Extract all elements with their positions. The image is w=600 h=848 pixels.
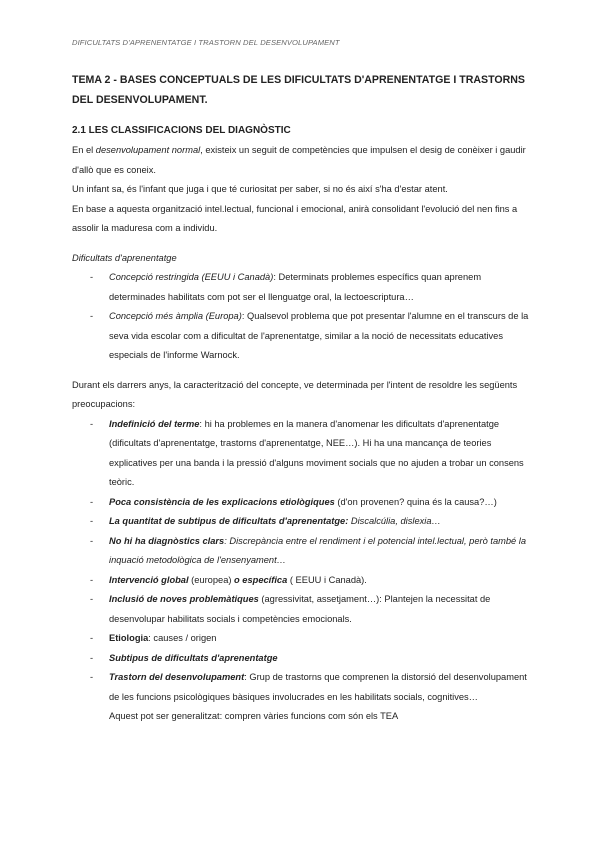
concern-text: : hi ha problemes en la manera d'anomenar les dificultats d'aprenentatge (dificultats d'aprenentatge, trastorns d'aprenentatge, NEE…). Hi ha una mancança de teories explicatives per una banda i la pressió d'alguns moviment socials que no ajuden a trobar un consens teòric. — [109, 418, 524, 487]
concern-text: (agressivitat, assetjament…): Plantejen la necessitat de desenvolupar habilitats socials i competències emocionals. — [109, 594, 491, 624]
concern-text: (europea) — [188, 574, 235, 585]
list-item — [72, 512, 532, 532]
list-item — [72, 571, 532, 591]
concern-note: Aquest pot ser generalitzat: compren vàries funcions com són els TEA — [109, 711, 399, 721]
intro-paragraph-2: Un infant sa, és l'infant que juga i que té curiositat per saber, si no és així s'ha d'estar atent. — [72, 184, 448, 194]
list-item — [72, 493, 532, 513]
concern-term: No hi ha diagnòstics clars — [109, 535, 225, 546]
concern-text: : causes / origen — [148, 633, 217, 643]
concern-term: La quantitat de subtipus de dificultats d'aprenentatge: — [109, 516, 349, 526]
section-heading: 2.1 LES CLASSIFICACIONS DEL DIAGNÒSTIC — [72, 125, 291, 136]
concern-term: Intervenció global — [109, 574, 189, 585]
concern-term: o específica — [234, 574, 288, 585]
concern-term: Indefinició del terme — [109, 418, 200, 429]
concern-term: Subtipus de dificultats d'aprenentatge — [109, 652, 278, 663]
concept-text: : Determinats problemes específics quan aprenem determinades habilitats com pot ser el llenguatge oral, la lectoescriptura… — [109, 272, 482, 302]
concept-term: Concepció més àmplia (Europa) — [109, 311, 242, 321]
document-title: TEMA 2 - BASES CONCEPTUALS DE LES DIFICULTATS D'APRENENTATGE I TRASTORNS DEL DESENVOLUPAMENT. — [72, 74, 525, 106]
document-body — [72, 70, 532, 727]
list-item — [72, 532, 532, 571]
intro-p1-start: En el — [72, 145, 96, 155]
list-item — [72, 307, 532, 366]
concept-term: Concepció restringida (EEUU i Canadà) — [109, 272, 274, 282]
intro-paragraph-3: En base a aquesta organització intel.lectual, funcional i emocional, anirà consolidant l'evolució del nen fins a assolir la maduresa com a individu. — [72, 203, 518, 233]
concerns-list — [72, 415, 532, 708]
intro-p1-term: desenvolupament normal — [95, 145, 201, 155]
list-item — [72, 268, 532, 307]
running-header: DIFICULTATS D'APRENENTATGE I TRASTORN DEL DESENVOLUPAMENT — [72, 38, 340, 47]
concern-term: Inclusió de noves problemàtiques — [109, 594, 259, 604]
list-item — [72, 649, 532, 669]
list-item — [72, 590, 532, 629]
intro-paragraph-1 — [72, 141, 532, 180]
subheading-dificultats: Dificultats d'aprenentatge — [72, 252, 177, 263]
list-item — [72, 415, 532, 493]
concern-text: : Discrepància entre el rendiment i el potencial intel.lectual, però també la inquació metodològica de l'ensenyament… — [109, 535, 527, 565]
concern-term: Poca consistència de les explicacions etiològiques — [109, 496, 335, 507]
concern-text: (d'on provenen? quina és la causa?…) — [334, 496, 497, 507]
concern-term: Trastorn del desenvolupament — [109, 672, 245, 682]
concern-text: : Grup de trastorns que comprenen la distorsió del desenvolupament de les funcions psicològiques bàsiques involucrades en les habilitats socials, cognitives… — [109, 672, 527, 702]
concern-text: Discalcúlia, dislexia… — [348, 516, 441, 526]
concept-text: : Qualsevol problema que pot presentar l'alumne en el transcurs de la seva vida escolar com a dificultat de l'aprenentatge, similar a la noció de necessitats educatives especials de l'informe Warnock. — [109, 311, 529, 360]
concern-text: ( EEUU i Canadà). — [287, 574, 367, 585]
durant-paragraph: Durant els darrers anys, la caracterització del concepte, ve determinada per l'intent de resoldre les següents preocupacions: — [72, 379, 518, 409]
list-item — [72, 629, 532, 649]
list-item — [72, 668, 532, 707]
concern-term: Etiologia — [109, 633, 149, 643]
concepts-list — [72, 268, 532, 366]
intro-p1-rest: , existeix un seguit de competències que impulsen el desig de conèixer i gaudir d'allò que es coneix. — [72, 145, 526, 175]
